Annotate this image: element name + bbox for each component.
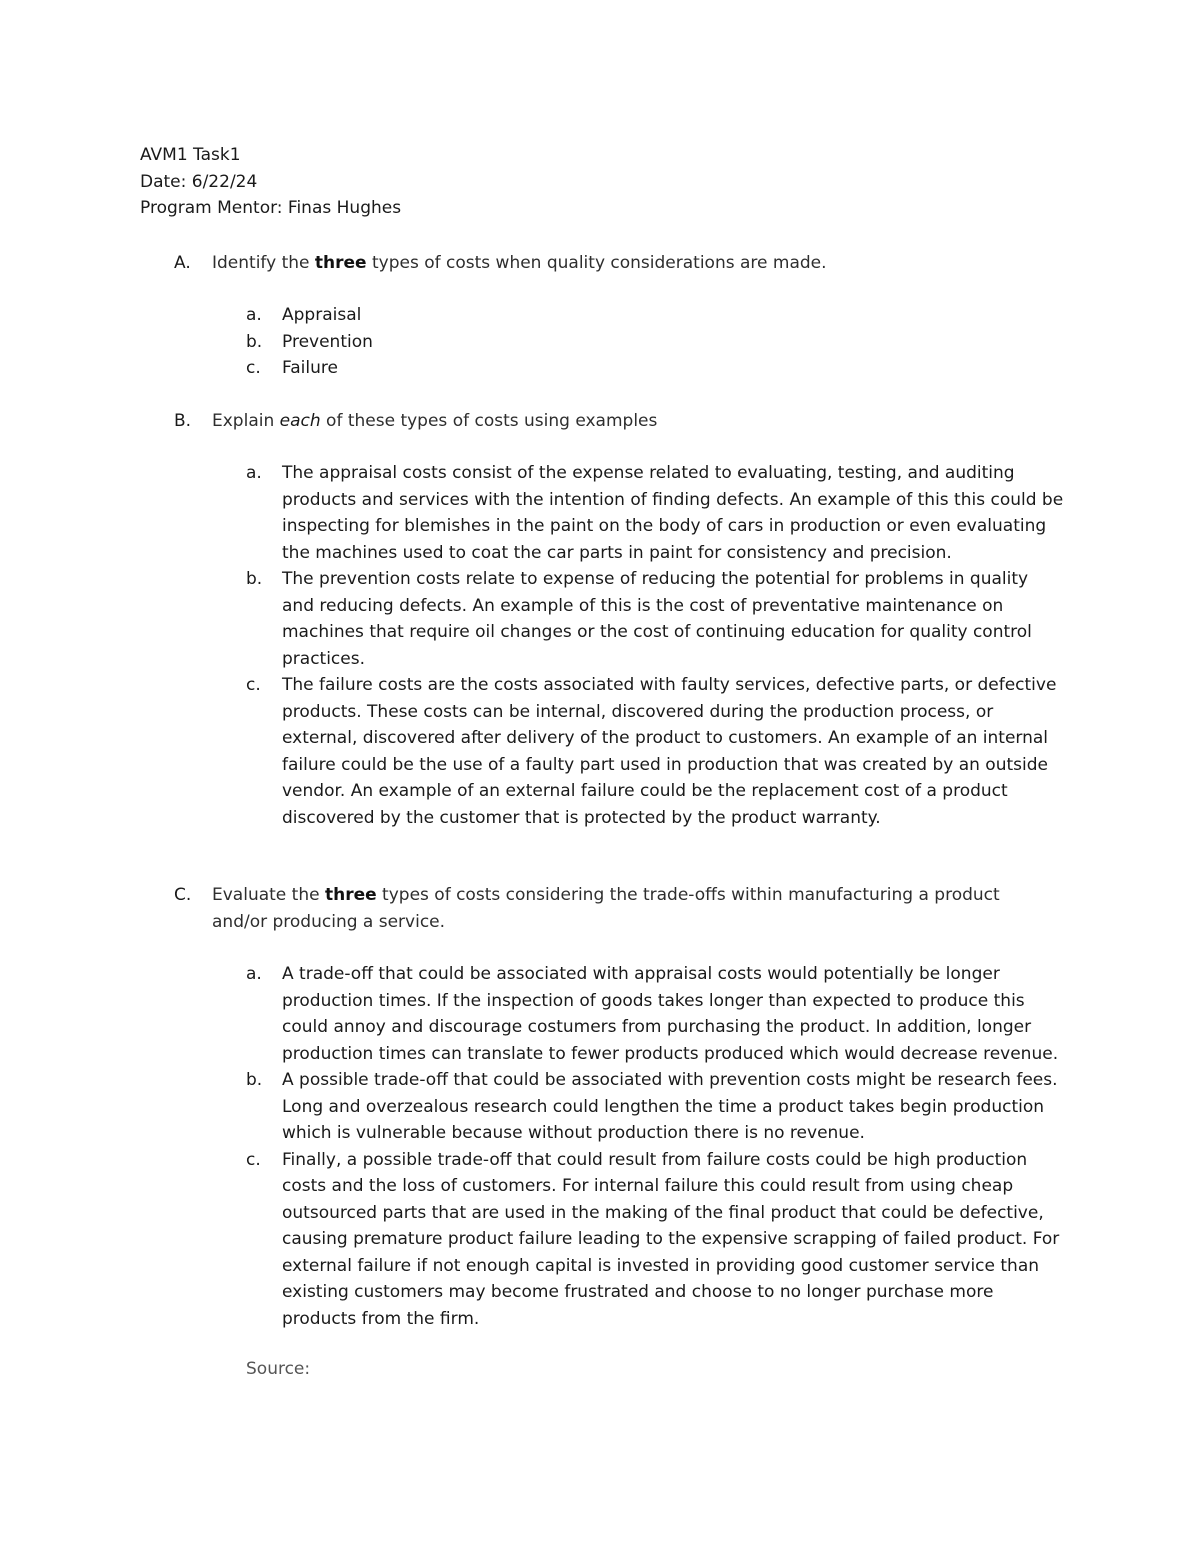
section-c-text xyxy=(212,882,1052,935)
section-a-post: types of costs when quality considerations are made. xyxy=(366,253,827,273)
list-item-text: Finally, a possible trade-off that could result from failure costs could be high production costs and the loss of customers. For internal failure this could result from using cheap outsourced parts that are used in the making of the final product that could be defective, causing premature product failure leading to the expensive scrapping of failed product. For external failure if not enough capital is invested in providing good customer service than existing customers may become frustrated and choose to no longer purchase more products from the firm. xyxy=(282,1149,1060,1329)
source-label: Source: xyxy=(246,1359,311,1379)
list-item-marker: c. xyxy=(246,1149,261,1170)
section-b-emphasis: each xyxy=(279,411,321,431)
list-item xyxy=(0,672,1200,831)
list-item xyxy=(0,460,1200,566)
list-item xyxy=(0,302,1200,329)
section-b-list xyxy=(0,460,1200,831)
section-a-list xyxy=(0,302,1200,382)
document-header xyxy=(140,142,401,222)
list-item-marker: b. xyxy=(246,569,263,589)
section-a-pre: Identify the xyxy=(212,253,315,273)
section-a-emphasis: three xyxy=(314,253,367,273)
list-item xyxy=(0,1147,1200,1333)
list-item-marker: c. xyxy=(246,675,261,695)
section-b-pre: Explain xyxy=(212,411,280,431)
list-item-marker: a. xyxy=(246,463,262,483)
section-c-pre: Evaluate the xyxy=(212,885,325,905)
section-c-list xyxy=(0,961,1200,1332)
list-item xyxy=(0,355,1200,382)
list-item-marker: a. xyxy=(246,305,262,325)
list-item-text: The appraisal costs consist of the expense related to evaluating, testing, and auditing products and services with the intention of finding defects. An example of this this could be inspecting for blemishes in the paint on the body of cars in production or even evaluating the machines used to coat the car parts in paint for consistency and precision. xyxy=(282,463,1064,563)
list-item xyxy=(0,1067,1200,1147)
section-b-text xyxy=(212,408,1052,435)
section-b-post: of these types of costs using examples xyxy=(320,411,658,431)
list-item xyxy=(0,961,1200,1067)
section-c-post: types of costs considering the trade-offs within manufacturing a product and/or producing a service. xyxy=(212,885,1000,932)
list-item-marker: a. xyxy=(246,964,262,984)
section-b-marker: B. xyxy=(174,411,192,431)
list-item-marker: b. xyxy=(246,331,263,352)
list-item-text: Appraisal xyxy=(282,305,362,325)
list-item xyxy=(0,566,1200,672)
list-item-text: The prevention costs relate to expense of reducing the potential for problems in quality and reducing defects. An example of this is the cost of preventative maintenance on machines that require oil changes or the cost of continuing education for quality control practices. xyxy=(282,569,1032,669)
list-item xyxy=(0,329,1200,356)
list-item-marker: c. xyxy=(246,358,261,378)
list-item-text: The failure costs are the costs associated with faulty services, defective parts, or defective products. These costs can be internal, discovered during the production process, or external, discovered after delivery of the product to customers. An example of an internal failure could be the use of a faulty part used in production that was created by an outside vendor. An example of an external failure could be the replacement cost of a product discovered by the customer that is protected by the product warranty. xyxy=(282,675,1057,828)
list-item-text: A possible trade-off that could be associated with prevention costs might be research fees. Long and overzealous research could lengthen the time a product takes begin production which is vulnerable because without production there is no revenue. xyxy=(282,1070,1058,1143)
list-item-text: Failure xyxy=(282,358,338,378)
section-c-emphasis: three xyxy=(324,885,377,905)
assignment-date: Date: 6/22/24 xyxy=(140,171,258,192)
section-a-marker: A. xyxy=(174,253,191,273)
list-item-text: Prevention xyxy=(282,331,373,352)
section-c-marker: C. xyxy=(174,885,192,905)
program-mentor: Program Mentor: Finas Hughes xyxy=(140,198,402,218)
assignment-title: AVM1 Task1 xyxy=(140,145,241,165)
list-item-text: A trade-off that could be associated with appraisal costs would potentially be longer production times. If the inspection of goods takes longer than expected to produce this could annoy and discourage costumers from purchasing the product. In addition, longer production times can translate to fewer products produced which would decrease revenue. xyxy=(282,964,1059,1064)
list-item-marker: b. xyxy=(246,1070,263,1090)
section-a-text xyxy=(212,250,1052,277)
